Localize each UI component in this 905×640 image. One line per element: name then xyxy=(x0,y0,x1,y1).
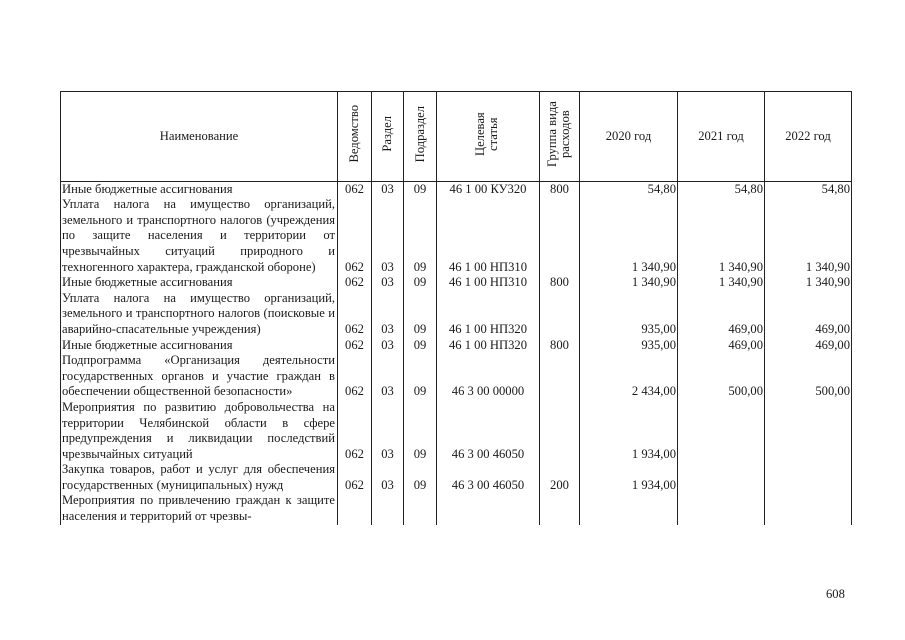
cell-y2022 xyxy=(765,493,852,524)
cell-y2021: 469,00 xyxy=(678,338,765,354)
table-row xyxy=(61,338,852,354)
cell-name: Уплата налога на имущество организаций, земельного и транспортного налогов (поисковые и аварийно-спасательные учреждения) xyxy=(61,291,338,338)
cell-section: 03 xyxy=(372,291,404,338)
cell-name: Уплата налога на имущество организаций, земельного и транспортного налогов (учреждения по защите населения и территории от чрезвычайных ситуаций природного и техногенного характера, гражданской обороне) xyxy=(61,197,338,275)
cell-name: Иные бюджетные ассигнования xyxy=(61,275,338,291)
cell-y2021: 500,00 xyxy=(678,353,765,400)
cell-y2020: 1 340,90 xyxy=(580,275,678,291)
table-row xyxy=(61,353,852,400)
cell-target: 46 1 00 НП310 xyxy=(437,197,540,275)
cell-y2021 xyxy=(678,462,765,493)
table-row xyxy=(61,197,852,275)
cell-y2022 xyxy=(765,462,852,493)
cell-subsection: 09 xyxy=(404,181,437,197)
cell-y2020: 1 340,90 xyxy=(580,197,678,275)
cell-dept: 062 xyxy=(338,353,372,400)
cell-y2020: 1 934,00 xyxy=(580,462,678,493)
cell-dept: 062 xyxy=(338,338,372,354)
cell-section: 03 xyxy=(372,353,404,400)
table-header-row xyxy=(61,92,852,182)
table-row xyxy=(61,291,852,338)
cell-dept: 062 xyxy=(338,400,372,462)
table-row xyxy=(61,181,852,197)
cell-name: Мероприятия по привлечению граждан к защите населения и территорий от чрезвы- xyxy=(61,493,338,524)
cell-dept: 062 xyxy=(338,197,372,275)
table-row xyxy=(61,493,852,524)
cell-name: Закупка товаров, работ и услуг для обеспечения государственных (муниципальных) нужд xyxy=(61,462,338,493)
cell-target: 46 3 00 46050 xyxy=(437,462,540,493)
header-exptype: Группа вида расходов xyxy=(540,92,580,182)
page-number: 608 xyxy=(826,587,845,601)
table-row xyxy=(61,275,852,291)
cell-subsection: 09 xyxy=(404,462,437,493)
cell-exptype xyxy=(540,493,580,524)
cell-target: 46 3 00 46050 xyxy=(437,400,540,462)
cell-y2021: 1 340,90 xyxy=(678,275,765,291)
cell-subsection: 09 xyxy=(404,400,437,462)
header-subsection: Подраздел xyxy=(404,92,437,182)
cell-y2021: 1 340,90 xyxy=(678,197,765,275)
cell-target xyxy=(437,493,540,524)
cell-name: Иные бюджетные ассигнования xyxy=(61,181,338,197)
cell-exptype: 200 xyxy=(540,462,580,493)
cell-y2022 xyxy=(765,400,852,462)
cell-section xyxy=(372,493,404,524)
cell-y2020: 1 934,00 xyxy=(580,400,678,462)
cell-dept: 062 xyxy=(338,181,372,197)
cell-y2021 xyxy=(678,493,765,524)
cell-section: 03 xyxy=(372,181,404,197)
cell-exptype xyxy=(540,291,580,338)
cell-target: 46 1 00 КУ320 xyxy=(437,181,540,197)
header-y2020: 2020 год xyxy=(580,92,678,182)
cell-subsection: 09 xyxy=(404,275,437,291)
cell-exptype: 800 xyxy=(540,275,580,291)
cell-y2022: 500,00 xyxy=(765,353,852,400)
header-name: Наименование xyxy=(61,92,338,182)
cell-subsection: 09 xyxy=(404,197,437,275)
cell-y2022: 469,00 xyxy=(765,291,852,338)
cell-y2022: 469,00 xyxy=(765,338,852,354)
header-section: Раздел xyxy=(372,92,404,182)
cell-exptype xyxy=(540,353,580,400)
cell-subsection: 09 xyxy=(404,353,437,400)
cell-y2020 xyxy=(580,493,678,524)
cell-name: Подпрограмма «Организация деятельности государственных органов и участие граждан в обеспечении общественной безопасности» xyxy=(61,353,338,400)
cell-exptype xyxy=(540,400,580,462)
cell-dept: 062 xyxy=(338,462,372,493)
table-row xyxy=(61,462,852,493)
cell-section: 03 xyxy=(372,462,404,493)
cell-section: 03 xyxy=(372,275,404,291)
cell-dept: 062 xyxy=(338,275,372,291)
cell-subsection: 09 xyxy=(404,291,437,338)
header-y2022: 2022 год xyxy=(765,92,852,182)
header-target: Целевая статья xyxy=(437,92,540,182)
table-row xyxy=(61,400,852,462)
cell-exptype xyxy=(540,197,580,275)
cell-y2021 xyxy=(678,400,765,462)
header-y2021: 2021 год xyxy=(678,92,765,182)
cell-target: 46 1 00 НП320 xyxy=(437,338,540,354)
header-dept: Ведомство xyxy=(338,92,372,182)
cell-y2020: 2 434,00 xyxy=(580,353,678,400)
cell-dept: 062 xyxy=(338,291,372,338)
cell-dept xyxy=(338,493,372,524)
cell-subsection xyxy=(404,493,437,524)
cell-y2022: 1 340,90 xyxy=(765,275,852,291)
cell-target: 46 1 00 НП310 xyxy=(437,275,540,291)
cell-y2020: 935,00 xyxy=(580,338,678,354)
cell-y2020: 935,00 xyxy=(580,291,678,338)
cell-section: 03 xyxy=(372,400,404,462)
cell-y2020: 54,80 xyxy=(580,181,678,197)
cell-y2021: 54,80 xyxy=(678,181,765,197)
budget-table xyxy=(60,91,852,525)
cell-name: Мероприятия по развитию добровольчества на территории Челябинской области в сфере предупреждения и ликвидации последствий чрезвычайных ситуаций xyxy=(61,400,338,462)
cell-name: Иные бюджетные ассигнования xyxy=(61,338,338,354)
cell-exptype: 800 xyxy=(540,338,580,354)
cell-section: 03 xyxy=(372,338,404,354)
cell-exptype: 800 xyxy=(540,181,580,197)
cell-y2022: 1 340,90 xyxy=(765,197,852,275)
cell-target: 46 1 00 НП320 xyxy=(437,291,540,338)
cell-y2021: 469,00 xyxy=(678,291,765,338)
cell-target: 46 3 00 00000 xyxy=(437,353,540,400)
cell-section: 03 xyxy=(372,197,404,275)
cell-y2022: 54,80 xyxy=(765,181,852,197)
cell-subsection: 09 xyxy=(404,338,437,354)
